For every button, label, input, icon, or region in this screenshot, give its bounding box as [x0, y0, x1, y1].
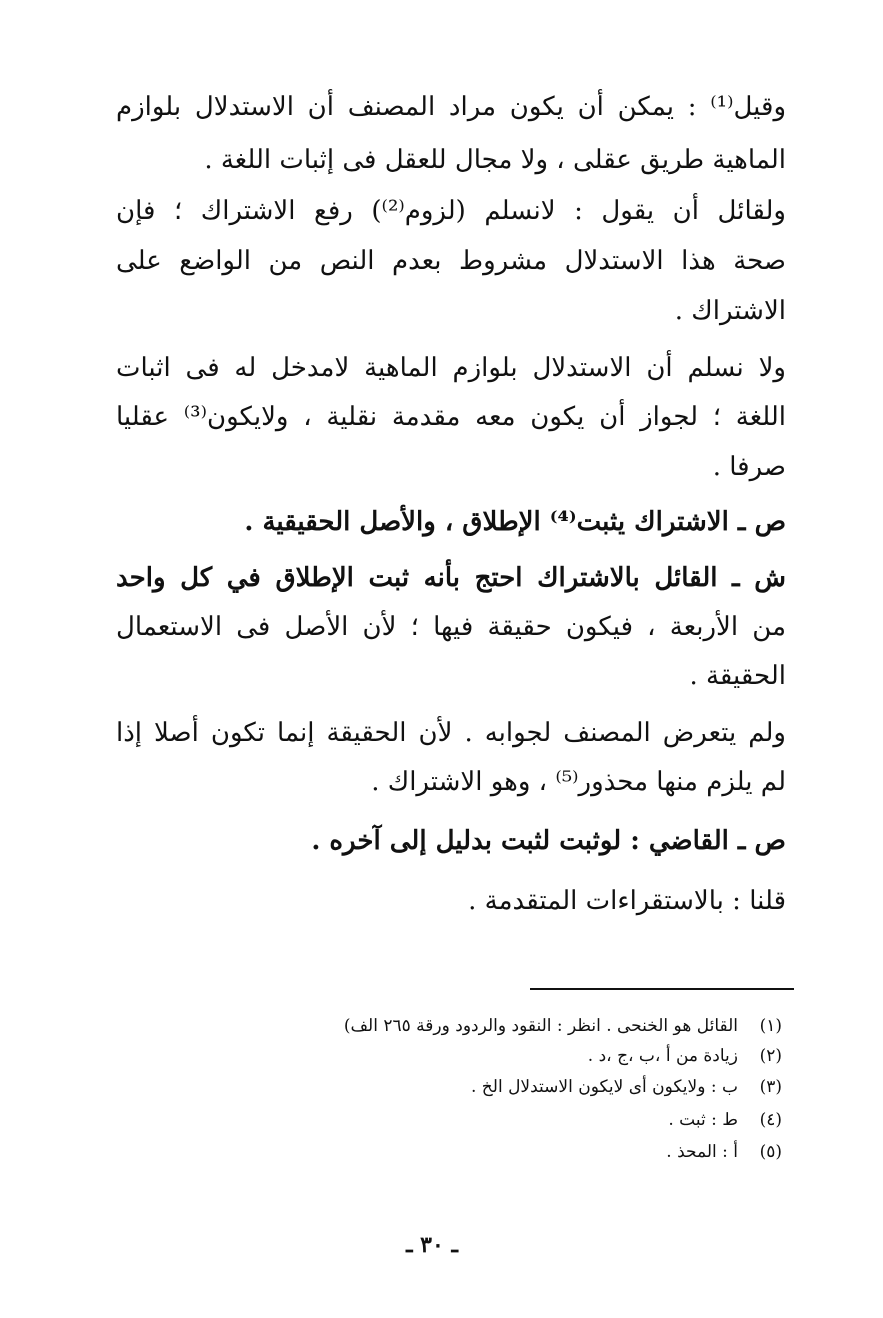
footnote-5-marker: (٥) [759, 1142, 782, 1162]
paragraph-3-line-3: صرفا . [712, 452, 786, 482]
footnote-3-marker: (٣) [759, 1077, 782, 1097]
paragraph-6-line-1: ولم يتعرض المصنف لجوابه . لأن الحقيقة إنما تكون أصلا إذا [116, 718, 786, 748]
paragraph-5-line-3: الحقيقة . [689, 661, 786, 691]
footnote-3-text: ب : ولايكون أى لايكون الاستدلال الخ . [470, 1077, 738, 1097]
paragraph-8-line-1: قلنا : بالاستقراءات المتقدمة . [468, 886, 786, 916]
footnote-5-text: أ : المحذ . [666, 1142, 738, 1162]
paragraph-2-line-3: الاشتراك . [674, 296, 786, 326]
footnote-1-text: القائل هو الخنحى . انظر : النقود والردود ورقة ٢٦٥ الف) [343, 1016, 738, 1036]
paragraph-4-line-1: ص ـ الاشتراك يثبت⁽⁴⁾ الإطلاق ، والأصل الحقيقية . [244, 507, 786, 537]
paragraph-2-line-1: ولقائل أن يقول : لانسلم (لزوم⁽²⁾) رفع الاشتراك ؛ فإن [116, 196, 786, 226]
footnote-separator [530, 988, 794, 990]
paragraph-5-line-2: من الأربعة ، فيكون حقيقة فيها ؛ لأن الأصل فى الاستعمال [116, 612, 786, 642]
page-number: ـ ٣٠ ـ [406, 1232, 458, 1258]
paragraph-1-line-2: الماهية طريق عقلى ، ولا مجال للعقل فى إثبات اللغة . [204, 145, 786, 175]
paragraph-5-line-1: ش ـ القائل بالاشتراك احتج بأنه ثبت الإطلاق في كل واحد [116, 563, 786, 593]
paragraph-3-line-2: اللغة ؛ لجواز أن يكون معه مقدمة نقلية ، ولايكون⁽³⁾ عقليا [116, 402, 786, 432]
footnote-2-marker: (٢) [759, 1046, 782, 1066]
paragraph-3-line-1: ولا نسلم أن الاستدلال بلوازم الماهية لامدخل له فى اثبات [116, 353, 786, 383]
footnote-1-marker: (١) [759, 1016, 782, 1036]
footnote-4-marker: (٤) [759, 1110, 782, 1130]
footnote-2-text: زيادة من أ ،ب ،ج ،د . [587, 1046, 738, 1066]
paragraph-7-line-1: ص ـ القاضي : لوثبت لثبت بدليل إلى آخره . [311, 826, 786, 856]
paragraph-6-line-2: لم يلزم منها محذور⁽⁵⁾ ، وهو الاشتراك . [371, 767, 786, 797]
footnote-4-text: ط : ثبت . [668, 1110, 738, 1130]
paragraph-2-line-2: صحة هذا الاستدلال مشروط بعدم النص من الواضع على [116, 246, 786, 276]
paragraph-1-line-1: وقيل⁽¹⁾ : يمكن أن يكون مراد المصنف أن الاستدلال بلوازم [116, 92, 786, 122]
